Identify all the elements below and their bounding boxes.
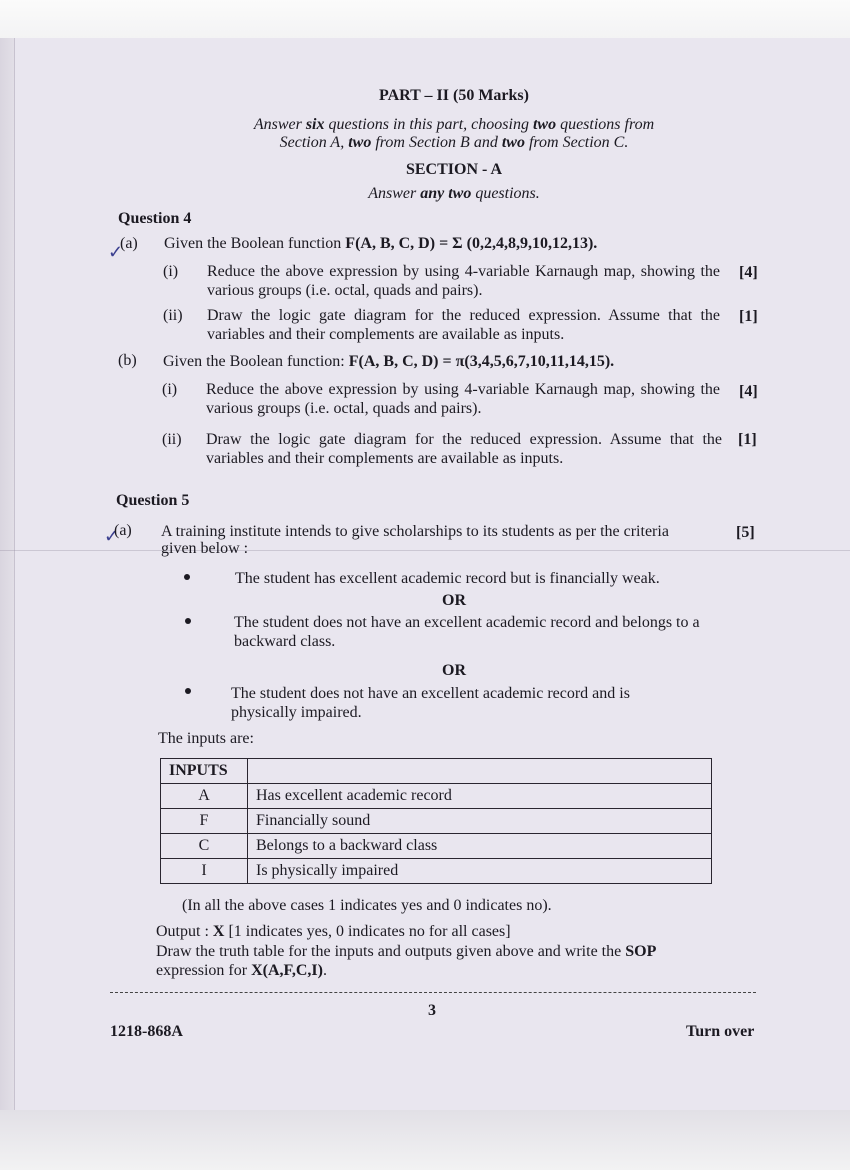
q4b-label: (b) — [118, 352, 137, 369]
q4a-label: (a) — [120, 235, 138, 252]
draw-instruction-line-1: Draw the truth table for the inputs and outputs given above and write the SOP — [156, 943, 657, 960]
instructions-line-2: Section A, two from Section B and two from Section C. — [279, 134, 629, 151]
table-cell-input: C — [161, 834, 248, 859]
q4b-ii-label: (ii) — [162, 431, 182, 448]
q5a-marks: [5] — [736, 524, 755, 541]
table-row — [161, 859, 712, 884]
turn-over-label: Turn over — [686, 1023, 755, 1040]
check-mark-icon: ✓ — [104, 526, 120, 546]
q4b-i-label: (i) — [162, 381, 178, 398]
section-title: SECTION - A — [405, 161, 503, 178]
q5a-label: (a) — [114, 522, 132, 539]
table-row — [161, 784, 712, 809]
q4a-i-marks: [4] — [739, 264, 758, 281]
q4a-ii-label: (ii) — [163, 307, 183, 324]
q4a-i-text: Reduce the above expression by using 4-variable Karnaugh map, showing the various groups (i.e. octal, quads and pairs). — [207, 263, 720, 299]
paper-code: 1218-868A — [110, 1023, 183, 1040]
q4b-ii-marks: [1] — [738, 431, 757, 448]
table-cell-description: Is physically impaired — [248, 859, 712, 884]
table-row — [161, 834, 712, 859]
criteria-item-2: The student does not have an excellent academic record and belongs to a backward class. — [234, 614, 700, 650]
draw-instruction-line-2: expression for X(A,F,C,I). — [156, 962, 327, 979]
q4b-i-text: Reduce the above expression by using 4-variable Karnaugh map, showing the various groups (i.e. octal, quads and pairs). — [206, 381, 720, 417]
output-line: Output : X [1 indicates yes, 0 indicates no for all cases] — [156, 923, 511, 940]
q5a-text-line-1: A training institute intends to give scholarships to its students as per the criteria — [161, 523, 669, 540]
table-cell-input: A — [161, 784, 248, 809]
part-title: PART – II (50 Marks) — [379, 87, 529, 104]
table-header-row — [161, 759, 712, 784]
question-4-heading: Question 4 — [118, 210, 192, 227]
inputs-table — [160, 758, 712, 884]
inputs-intro: The inputs are: — [158, 730, 254, 747]
question-5-heading: Question 5 — [116, 492, 190, 509]
footer-divider — [110, 992, 756, 993]
q4a-ii-marks: [1] — [739, 308, 758, 325]
q4a-i-label: (i) — [163, 263, 179, 280]
table-cell-description: Financially sound — [248, 809, 712, 834]
instructions-line-1: Answer six questions in this part, choosing two questions from — [253, 116, 655, 133]
q5a-text-line-2: given below : — [161, 540, 249, 557]
q4b-ii-text: Draw the logic gate diagram for the reduced expression. Assume that the variables and their complements are available as inputs. — [206, 431, 722, 467]
or-separator-1: OR — [442, 592, 466, 609]
q4b-i-marks: [4] — [739, 383, 758, 400]
table-cell-input: I — [161, 859, 248, 884]
table-header-inputs: INPUTS — [161, 759, 248, 784]
table-cell-description: Belongs to a backward class — [248, 834, 712, 859]
criteria-item-3: The student does not have an excellent academic record and is physically impaired. — [231, 685, 630, 721]
table-cell-description: Has excellent academic record — [248, 784, 712, 809]
criteria-item-1: The student has excellent academic record but is financially weak. — [235, 570, 660, 587]
check-mark-icon: ✓ — [108, 242, 124, 262]
table-cell-input: F — [161, 809, 248, 834]
table-note: (In all the above cases 1 indicates yes and 0 indicates no). — [182, 897, 552, 914]
or-separator-2: OR — [442, 662, 466, 679]
page-number: 3 — [428, 1002, 436, 1019]
table-header-description — [248, 759, 712, 784]
bullet-icon — [185, 618, 191, 624]
q4a-ii-text: Draw the logic gate diagram for the reduced expression. Assume that the variables and their complements are available as inputs. — [207, 307, 720, 343]
scan-bottom-margin — [0, 1110, 850, 1170]
table-row — [161, 809, 712, 834]
section-instruction: Answer any two questions. — [368, 185, 540, 202]
q4b-text: Given the Boolean function: F(A, B, C, D) = π(3,4,5,6,7,10,11,14,15). — [163, 353, 615, 370]
scan-top-margin — [0, 0, 850, 38]
page-fold-line — [0, 550, 850, 551]
bullet-icon — [184, 574, 190, 580]
bullet-icon — [185, 688, 191, 694]
q4a-text: Given the Boolean function F(A, B, C, D) = Σ (0,2,4,8,9,10,12,13). — [164, 235, 598, 252]
